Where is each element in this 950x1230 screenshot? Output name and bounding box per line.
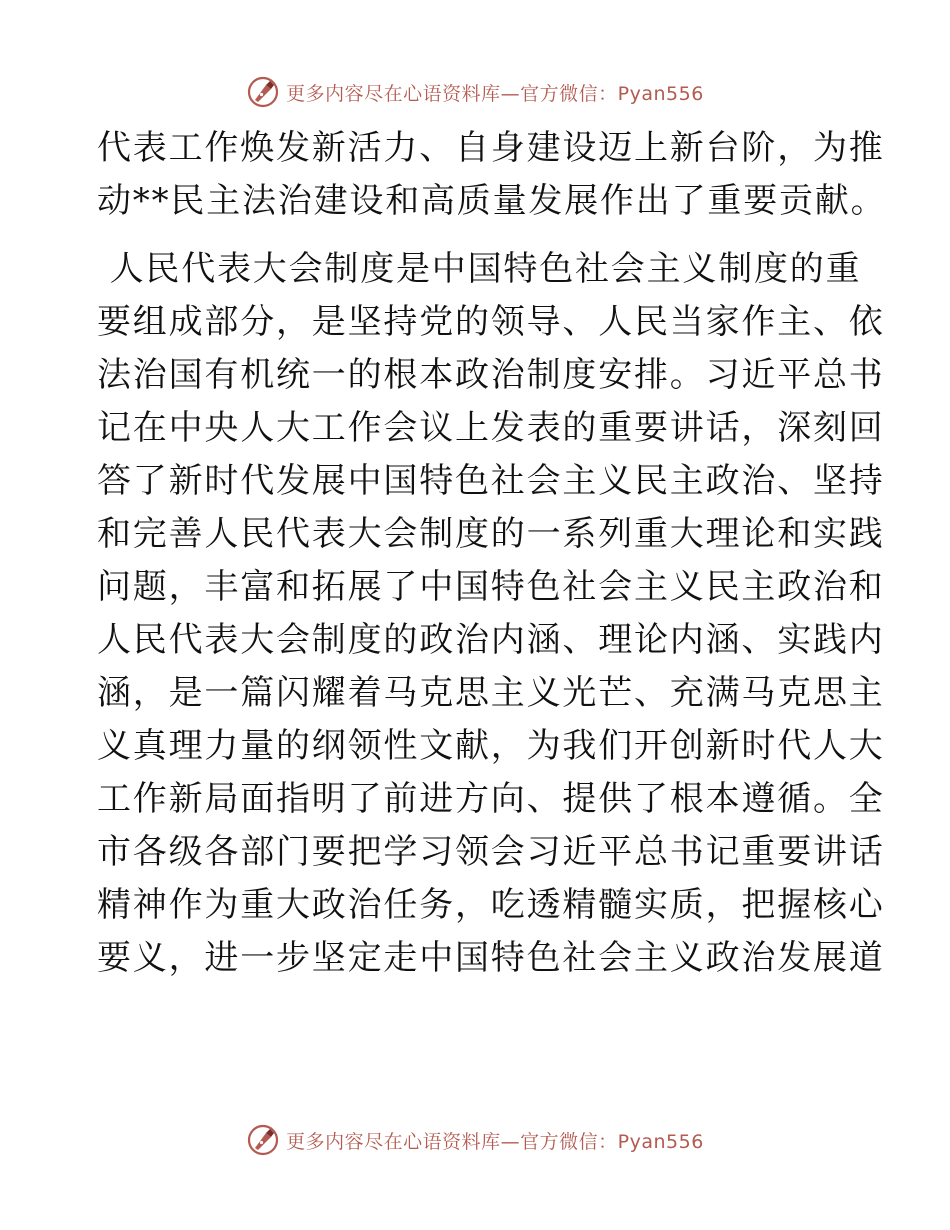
paragraph-1 <box>97 122 887 228</box>
text-line: 人民代表大会制度是中国特色社会主义制度的重 <box>97 249 862 289</box>
text-line: 涵，是一篇闪耀着马克思主义光芒、充满马克思主 <box>97 673 885 713</box>
text-line: 和完善人民代表大会制度的一系列重大理论和实践 <box>97 514 885 554</box>
text-line: 问题，丰富和拓展了中国特色社会主义民主政治和 <box>97 567 885 607</box>
header-watermark-text: 更多内容尽在心语资料库—官方微信：Pyan556 <box>286 82 704 105</box>
text-line: 答了新时代发展中国特色社会主义民主政治、坚持 <box>97 461 885 501</box>
text-line: 动**民主法治建设和高质量发展作出了重要贡献。 <box>97 181 887 221</box>
footer-watermark-text: 更多内容尽在心语资料库—官方微信：Pyan556 <box>286 1130 704 1153</box>
pen-nib-logo-icon <box>246 1123 280 1157</box>
document-body <box>97 122 887 985</box>
text-line: 人民代表大会制度的政治内涵、理论内涵、实践内 <box>97 620 885 660</box>
text-line: 要组成部分，是坚持党的领导、人民当家作主、依 <box>97 302 885 342</box>
pen-nib-logo-icon <box>246 75 280 109</box>
text-line: 法治国有机统一的根本政治制度安排。习近平总书 <box>97 355 885 395</box>
text-line: 义真理力量的纲领性文献，为我们开创新时代人大 <box>97 726 885 766</box>
text-line: 工作新局面指明了前进方向、提供了根本遵循。全 <box>97 779 885 819</box>
paragraph-2 <box>97 243 885 985</box>
text-line: 市各级各部门要把学习领会习近平总书记重要讲话 <box>97 832 885 872</box>
text-line: 记在中央人大工作会议上发表的重要讲话，深刻回 <box>97 408 885 448</box>
text-line: 精神作为重大政治任务，吃透精髓实质，把握核心 <box>97 885 885 925</box>
text-line: 要义，进一步坚定走中国特色社会主义政治发展道 <box>97 938 885 978</box>
footer-watermark-banner <box>0 1120 950 1160</box>
header-watermark-banner <box>0 72 950 112</box>
text-line: 代表工作焕发新活力、自身建设迈上新台阶，为推 <box>97 128 885 168</box>
